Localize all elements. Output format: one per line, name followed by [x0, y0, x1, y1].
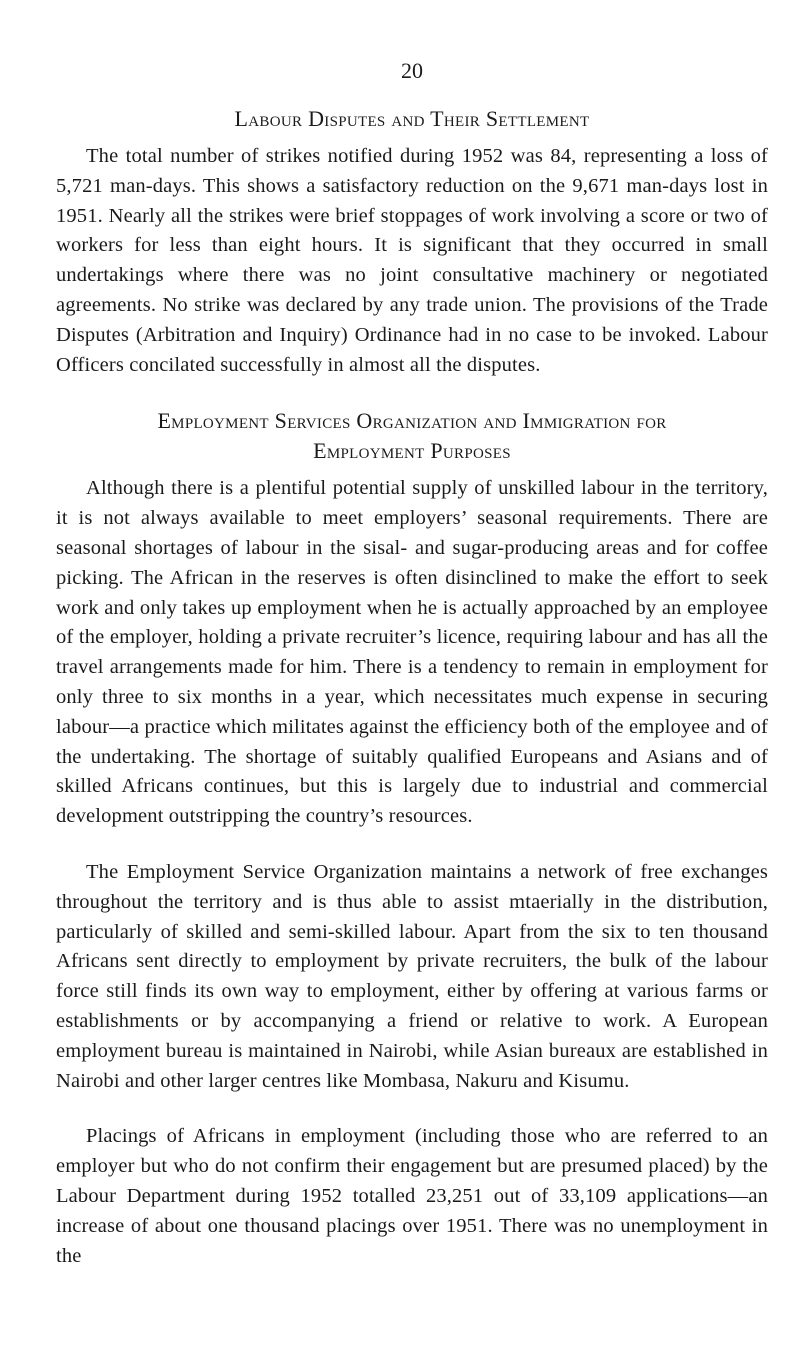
page-number: 20	[401, 58, 423, 83]
paragraph: Although there is a plentiful potential supply of unskilled labour in the territory, it is not always available to meet employers’ seasonal requirements. There are seasonal shortages of labour in the sisal- and sugar-producing areas and for coffee picking. The African in the reserves is often disinclined to make the effort to seek work and only takes up employment when he is actually approached by an employee of the employer, holding a private recruiter’s licence, requiring labour and has all the travel arrangements made for him. There is a tendency to remain in employment for only three to six months in a year, which necessitates much expense in securing labour—a practice which militates against the efficiency both of the employee and of the undertaking. The shortage of suitably qualified Europeans and Asians and of skilled Africans continues, but this is largely due to industrial and commercial development outstripping the country’s resources.	[56, 477, 768, 828]
heading-line-2: Employment Purposes	[313, 438, 511, 464]
paragraph: The total number of strikes notified during 1952 was 84, representing a loss of 5,721 man-days. This shows a satisfactory reduction on the 9,671 man-days lost in 1951. Nearly all the strikes were brief stoppages of work involving a score or two of workers for less than eight hours. It is significant that they occurred in small undertakings where there was no joint consultative machinery or negotiated agreements. No strike was declared by any trade union. The provisions of the Trade Disputes (Arbitration and Inquiry) Ordinance had in no case to be invoked. Labour Officers concilated successfully in almost all the disputes.	[56, 145, 768, 376]
paragraph: The Employment Service Organization maintains a network of free exchanges throughout the territory and is thus able to assist mtaerially in the distribution, particularly of skilled and semi-skilled labour. Apart from the six to ten thousand Africans sent directly to employment by private recruiters, the bulk of the labour force still finds its own way to employment, either by offering at various farms or establishments or by accompanying a friend or relative to work. A European employment bureau is maintained in Nairobi, while Asian bureaux are established in Nairobi and other larger centres like Mombasa, Nakuru and Kisumu.	[56, 860, 768, 1092]
paragraph: Placings of Africans in employment (including those who are referred to an employer but who do not confirm their engagement but are presumed placed) by the Labour Department during 1952 totalled 23,251 out of 33,109 applications—an increase of about one thousand placings over 1951. There was no unemployment in the	[56, 1125, 768, 1267]
document-page	[56, 56, 768, 1271]
section-heading-employment-services	[56, 406, 768, 466]
section-heading-labour-disputes: Labour Disputes and Their Settlement	[234, 106, 590, 131]
heading-line-1: Employment Services Organization and Immigration for	[157, 408, 667, 434]
